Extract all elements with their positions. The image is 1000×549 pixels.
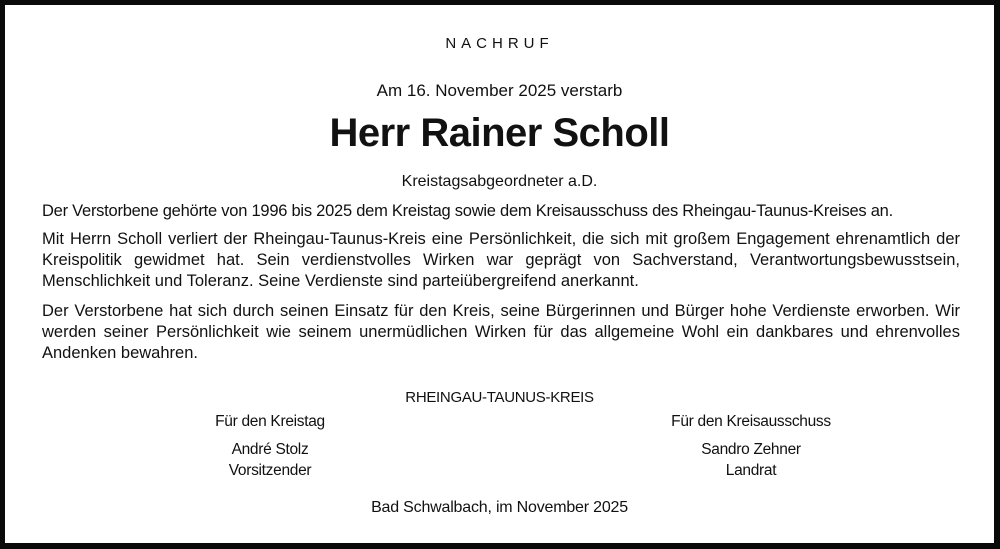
signatory-name: Sandro Zehner — [701, 441, 801, 458]
notice-kicker: NACHRUF — [445, 35, 554, 52]
signatory-title: Vorsitzender — [228, 462, 312, 479]
paragraph-remembrance: Der Verstorbene hat sich durch seinen Einsatz für den Kreis, seine Bürgerinnen und Bürger hohe Verdienste erworben. Wir werden seiner Persönlichkeit wie seinem unermüdlichen Wirken für das allgemeine Wohl ein dankbares und ehrenvolles Andenken bewahren. — [42, 302, 960, 362]
paragraph-tenure: Der Verstorbene gehörte von 1996 bis 2025 dem Kreistag sowie dem Kreisausschuss des Rheingau-Taunus-Kreises an. — [42, 202, 893, 220]
organization-name: RHEINGAU-TAUNUS-KREIS — [405, 389, 594, 406]
signatory-title: Landrat — [725, 462, 777, 479]
signatory-heading: Für den Kreistag — [215, 413, 325, 430]
signatory-name: André Stolz — [231, 441, 309, 458]
deceased-name: Herr Rainer Scholl — [329, 111, 670, 155]
place-and-date: Bad Schwalbach, im November 2025 — [371, 499, 628, 516]
deceased-role: Kreistagsabgeordneter a.D. — [401, 173, 598, 190]
paragraph-tribute: Mit Herrn Scholl verliert der Rheingau-Taunus-Kreis eine Persönlichkeit, die sich mit großem Engagement ehrenamtlich der Kreispolitik gewidmet hat. Sein verdienstvolles Wirken war geprägt von Sachverstand, Verantwortungsbewusstsein, Menschlichkeit und Toleranz. Seine Verdienste sind parteiübergreifend anerkannt. — [42, 230, 960, 290]
signatory-heading: Für den Kreisausschuss — [671, 413, 831, 430]
obituary-notice — [5, 5, 994, 543]
death-date-line: Am 16. November 2025 verstarb — [376, 81, 623, 100]
